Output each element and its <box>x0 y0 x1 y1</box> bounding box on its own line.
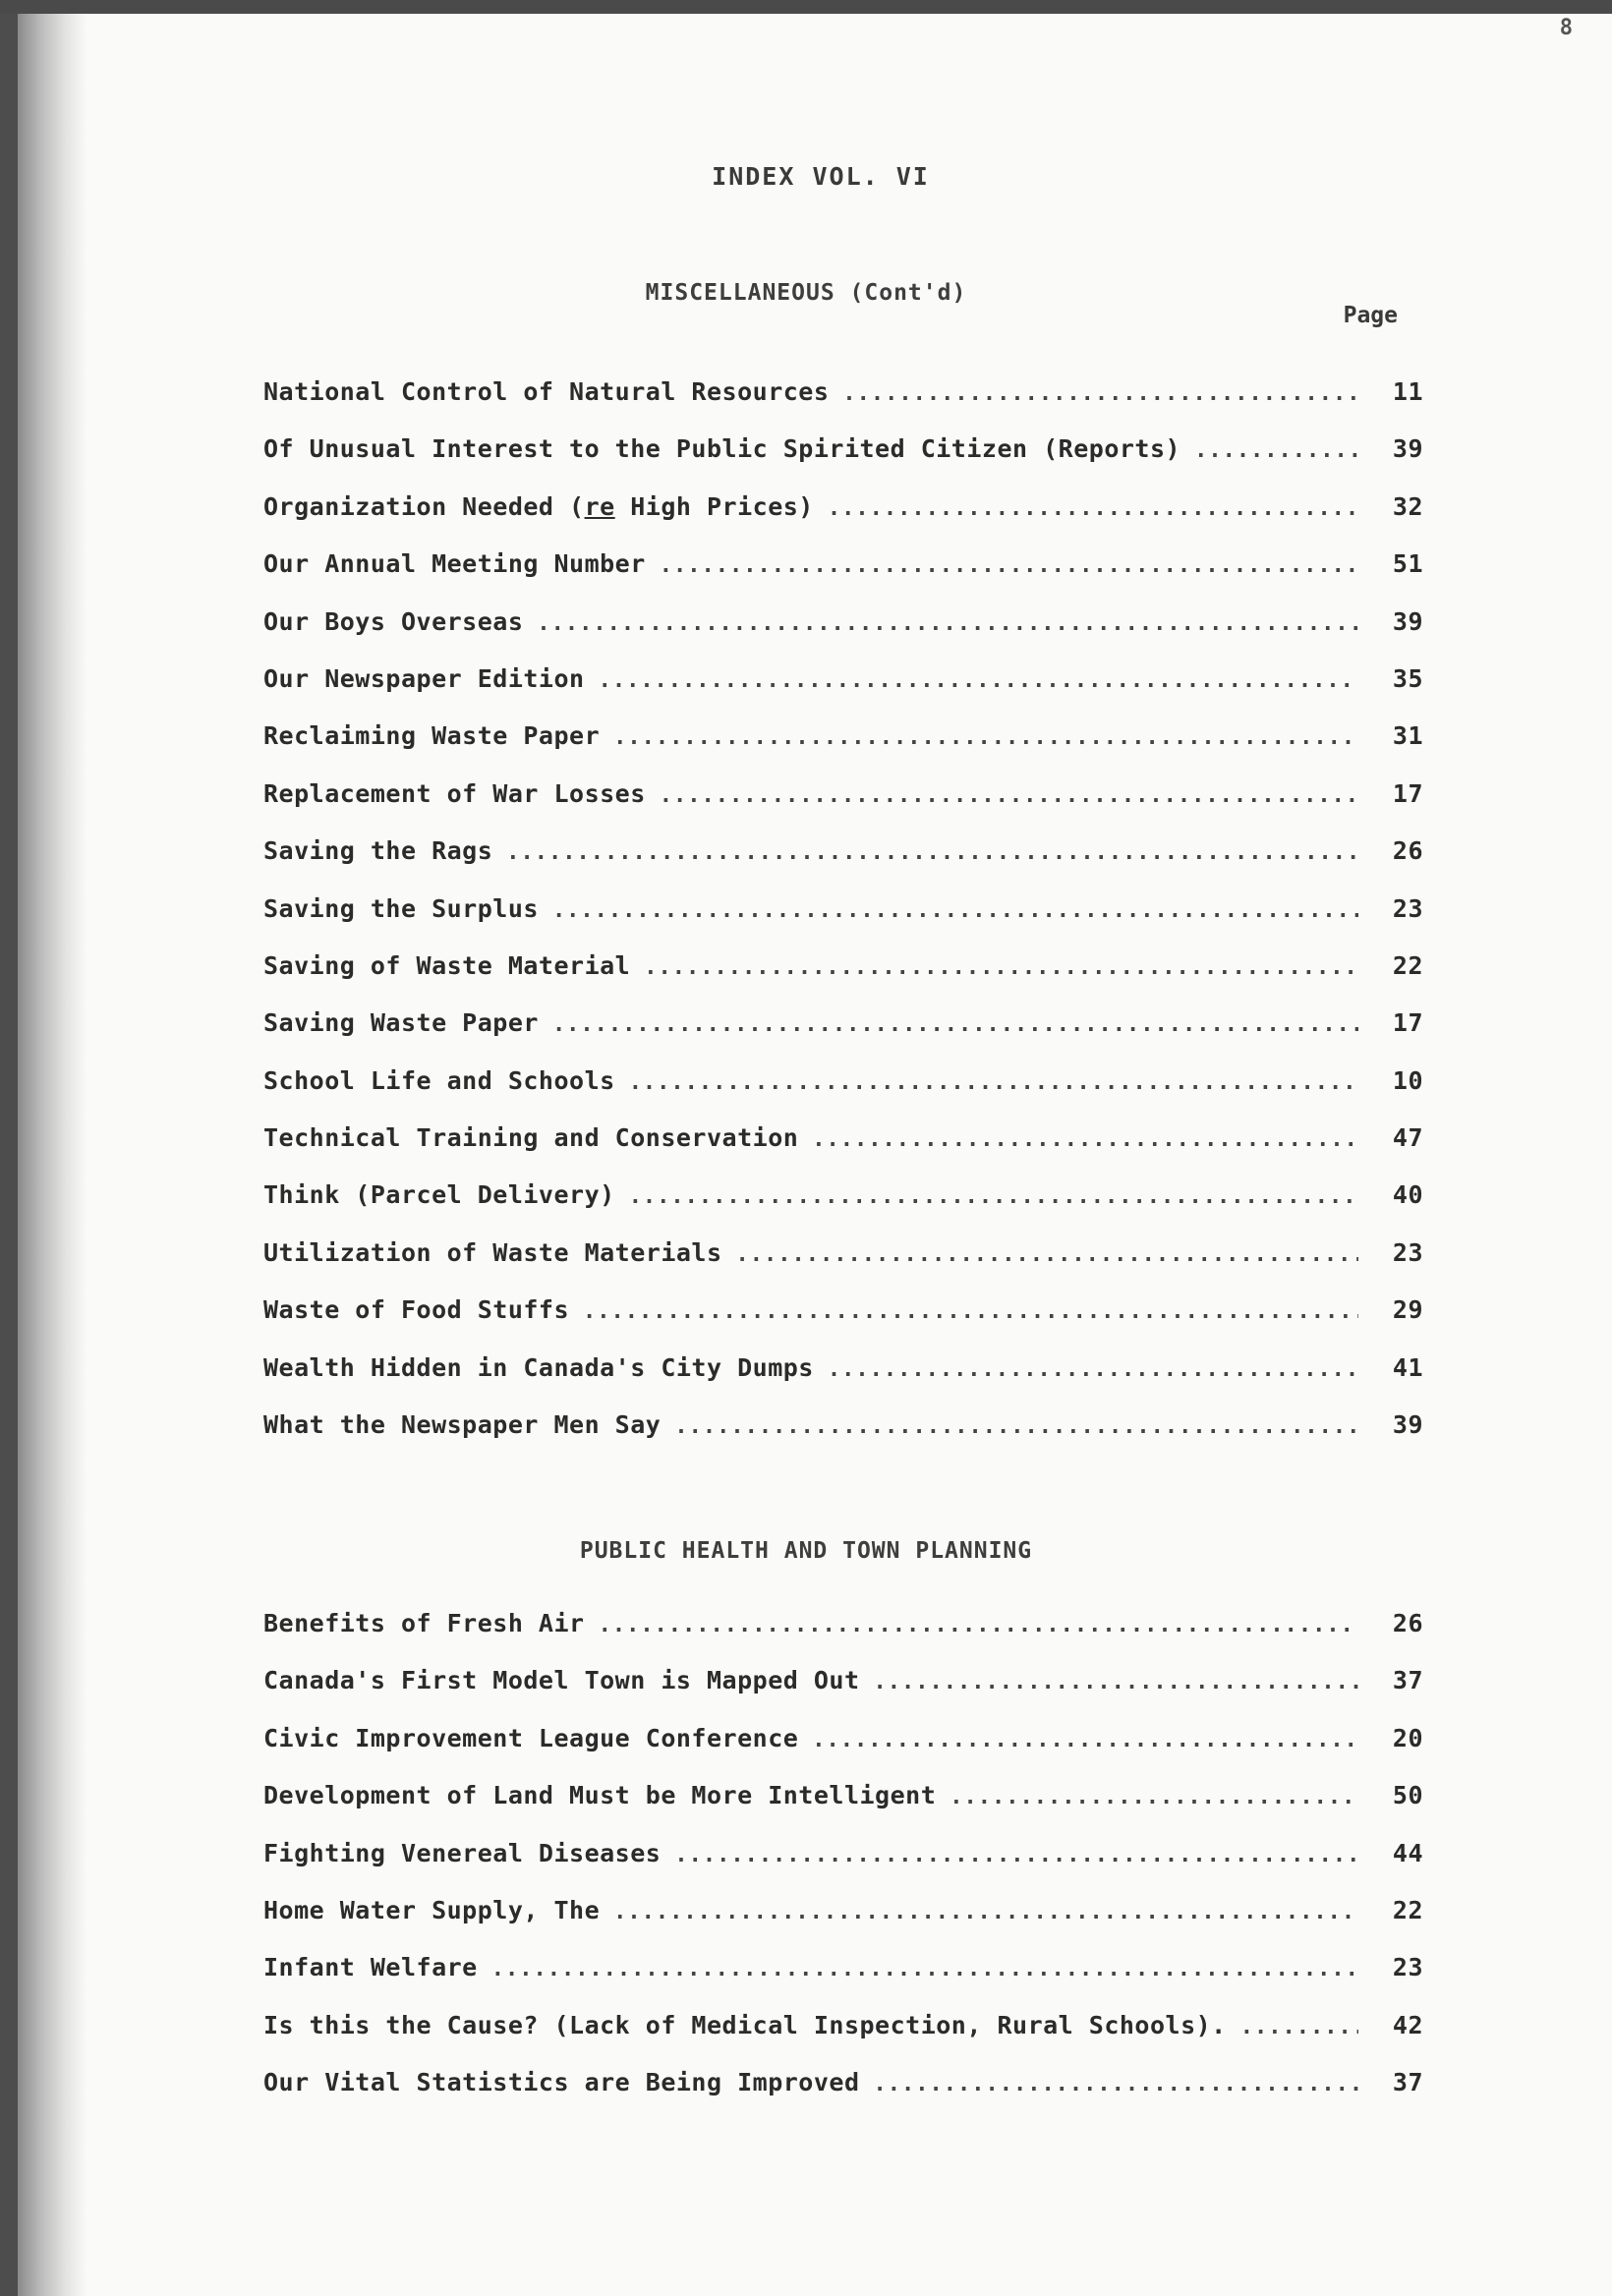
page-column-label: Page <box>1343 303 1398 328</box>
entry-title: Technical Training and Conservation <box>263 1123 799 1153</box>
index-entry <box>263 1609 1423 1666</box>
entry-title: What the Newspaper Men Say <box>263 1410 662 1440</box>
entry-page-number: 22 <box>1392 950 1423 980</box>
entry-title: Our Annual Meeting Number <box>263 549 646 579</box>
entry-title: Wealth Hidden in Canada's City Dumps <box>263 1352 814 1382</box>
entry-title: Is this the Cause? (Lack of Medical Inspection, Rural Schools). <box>263 2010 1227 2039</box>
entry-page-number: 37 <box>1392 2068 1423 2097</box>
index-entry <box>263 1781 1423 1838</box>
entry-title: Our Boys Overseas <box>263 606 524 636</box>
entry-title: Benefits of Fresh Air <box>263 1609 585 1637</box>
dot-leader <box>552 1012 1358 1037</box>
entry-title: Our Vital Statistics are Being Improved <box>263 2068 860 2097</box>
dot-leader <box>583 1299 1358 1324</box>
entry-page-number: 39 <box>1392 434 1423 464</box>
dot-leader <box>660 553 1358 578</box>
miscellaneous-entry-list <box>263 377 1423 1467</box>
entry-title: Think (Parcel Delivery) <box>263 1180 615 1210</box>
entry-page-number: 22 <box>1392 1895 1423 1924</box>
dot-leader <box>874 1670 1359 1694</box>
entry-page-number: 51 <box>1392 549 1423 579</box>
index-entry <box>263 1666 1423 1723</box>
entry-page-number: 40 <box>1392 1180 1423 1210</box>
index-entry <box>263 606 1423 664</box>
entry-title: Home Water Supply, The <box>263 1895 601 1924</box>
dot-leader <box>599 668 1358 693</box>
scan-left-border <box>0 14 18 2296</box>
entry-page-number: 10 <box>1392 1065 1423 1095</box>
index-entry <box>263 721 1423 778</box>
dot-leader <box>874 2072 1359 2096</box>
dot-leader <box>629 1070 1358 1095</box>
entry-page-number: 17 <box>1392 778 1423 808</box>
entry-page-number: 20 <box>1392 1723 1423 1752</box>
entry-page-number: 11 <box>1392 377 1423 406</box>
dot-leader <box>1194 438 1358 463</box>
dot-leader <box>537 611 1358 636</box>
entry-page-number: 39 <box>1392 606 1423 636</box>
index-entry <box>263 1410 1423 1467</box>
dot-leader <box>736 1242 1358 1267</box>
entry-title: Saving the Rags <box>263 836 493 866</box>
index-entry <box>263 377 1423 434</box>
section-heading-miscellaneous: MISCELLANEOUS (Cont'd) <box>645 280 967 306</box>
corner-mark: 8 <box>1559 16 1573 40</box>
index-entry <box>263 778 1423 836</box>
dot-leader <box>950 1785 1358 1809</box>
scan-top-border <box>0 0 1612 14</box>
index-entry <box>263 1008 1423 1065</box>
entry-page-number: 50 <box>1392 1781 1423 1810</box>
index-entry <box>263 1895 1423 1953</box>
index-entry <box>263 1723 1423 1781</box>
dot-leader <box>812 1728 1358 1752</box>
dot-leader <box>842 381 1358 406</box>
dot-leader <box>629 1184 1358 1209</box>
dot-leader <box>828 496 1358 521</box>
entry-page-number: 44 <box>1392 1838 1423 1867</box>
dot-leader <box>491 1957 1358 1981</box>
entry-title: Canada's First Model Town is Mapped Out <box>263 1666 860 1695</box>
entry-page-number: 41 <box>1392 1352 1423 1382</box>
entry-page-number: 37 <box>1392 1666 1423 1695</box>
entry-page-number: 26 <box>1392 1609 1423 1637</box>
entry-page-number: 42 <box>1392 2010 1423 2039</box>
index-entry <box>263 1065 1423 1123</box>
index-entry <box>263 1180 1423 1237</box>
entry-page-number: 23 <box>1392 893 1423 923</box>
index-entry <box>263 2068 1423 2125</box>
dot-leader <box>599 1613 1358 1637</box>
entry-title: Infant Welfare <box>263 1953 478 1982</box>
dot-leader <box>660 783 1358 808</box>
index-entry <box>263 893 1423 951</box>
entry-title: Saving Waste Paper <box>263 1008 539 1038</box>
index-entry <box>263 950 1423 1008</box>
entry-title: Fighting Venereal Diseases <box>263 1838 662 1867</box>
entry-title: School Life and Schools <box>263 1065 615 1095</box>
index-entry <box>263 1237 1423 1295</box>
entry-title: Saving of Waste Material <box>263 950 631 980</box>
entry-title: Our Newspaper Edition <box>263 663 585 693</box>
index-entry <box>263 836 1423 893</box>
dot-leader <box>506 840 1358 865</box>
dot-leader <box>828 1357 1358 1382</box>
entry-page-number: 23 <box>1392 1953 1423 1982</box>
index-entry <box>263 663 1423 721</box>
entry-title: Organization Needed (re High Prices) <box>263 491 814 521</box>
entry-title: National Control of Natural Resources <box>263 377 830 406</box>
entry-page-number: 23 <box>1392 1237 1423 1267</box>
entry-page-number: 32 <box>1392 491 1423 521</box>
index-entry <box>263 1352 1423 1410</box>
index-entry <box>263 1838 1423 1896</box>
index-entry <box>263 549 1423 606</box>
dot-leader <box>613 1900 1358 1924</box>
dot-leader <box>812 1127 1358 1152</box>
entry-title: Civic Improvement League Conference <box>263 1723 799 1752</box>
binding-shadow <box>18 14 86 2296</box>
dot-leader <box>613 725 1358 750</box>
index-entry <box>263 2010 1423 2068</box>
dot-leader <box>552 898 1358 923</box>
entry-title: Utilization of Waste Materials <box>263 1237 722 1267</box>
index-entry <box>263 434 1423 491</box>
entry-title: Replacement of War Losses <box>263 778 646 808</box>
entry-page-number: 47 <box>1392 1123 1423 1153</box>
entry-page-number: 35 <box>1392 663 1423 693</box>
index-entry <box>263 491 1423 549</box>
dot-leader <box>644 955 1358 980</box>
index-entry <box>263 1295 1423 1352</box>
dot-leader <box>1240 2015 1358 2039</box>
dot-leader <box>674 1843 1358 1867</box>
index-entry <box>263 1953 1423 2010</box>
entry-page-number: 31 <box>1392 721 1423 751</box>
dot-leader <box>674 1414 1358 1439</box>
entry-page-number: 39 <box>1392 1410 1423 1440</box>
entry-title: Waste of Food Stuffs <box>263 1295 570 1325</box>
entry-page-number: 29 <box>1392 1295 1423 1325</box>
entry-title: Saving the Surplus <box>263 893 539 923</box>
entry-title: Reclaiming Waste Paper <box>263 721 601 751</box>
entry-title: Of Unusual Interest to the Public Spirited Citizen (Reports) <box>263 434 1181 464</box>
entry-page-number: 26 <box>1392 836 1423 866</box>
public-health-entry-list <box>263 1609 1423 2126</box>
entry-page-number: 17 <box>1392 1008 1423 1038</box>
index-entry <box>263 1123 1423 1180</box>
index-title: INDEX VOL. VI <box>712 162 930 191</box>
section-heading-public-health: PUBLIC HEALTH AND TOWN PLANNING <box>579 1538 1033 1564</box>
entry-title: Development of Land Must be More Intelligent <box>263 1781 937 1810</box>
